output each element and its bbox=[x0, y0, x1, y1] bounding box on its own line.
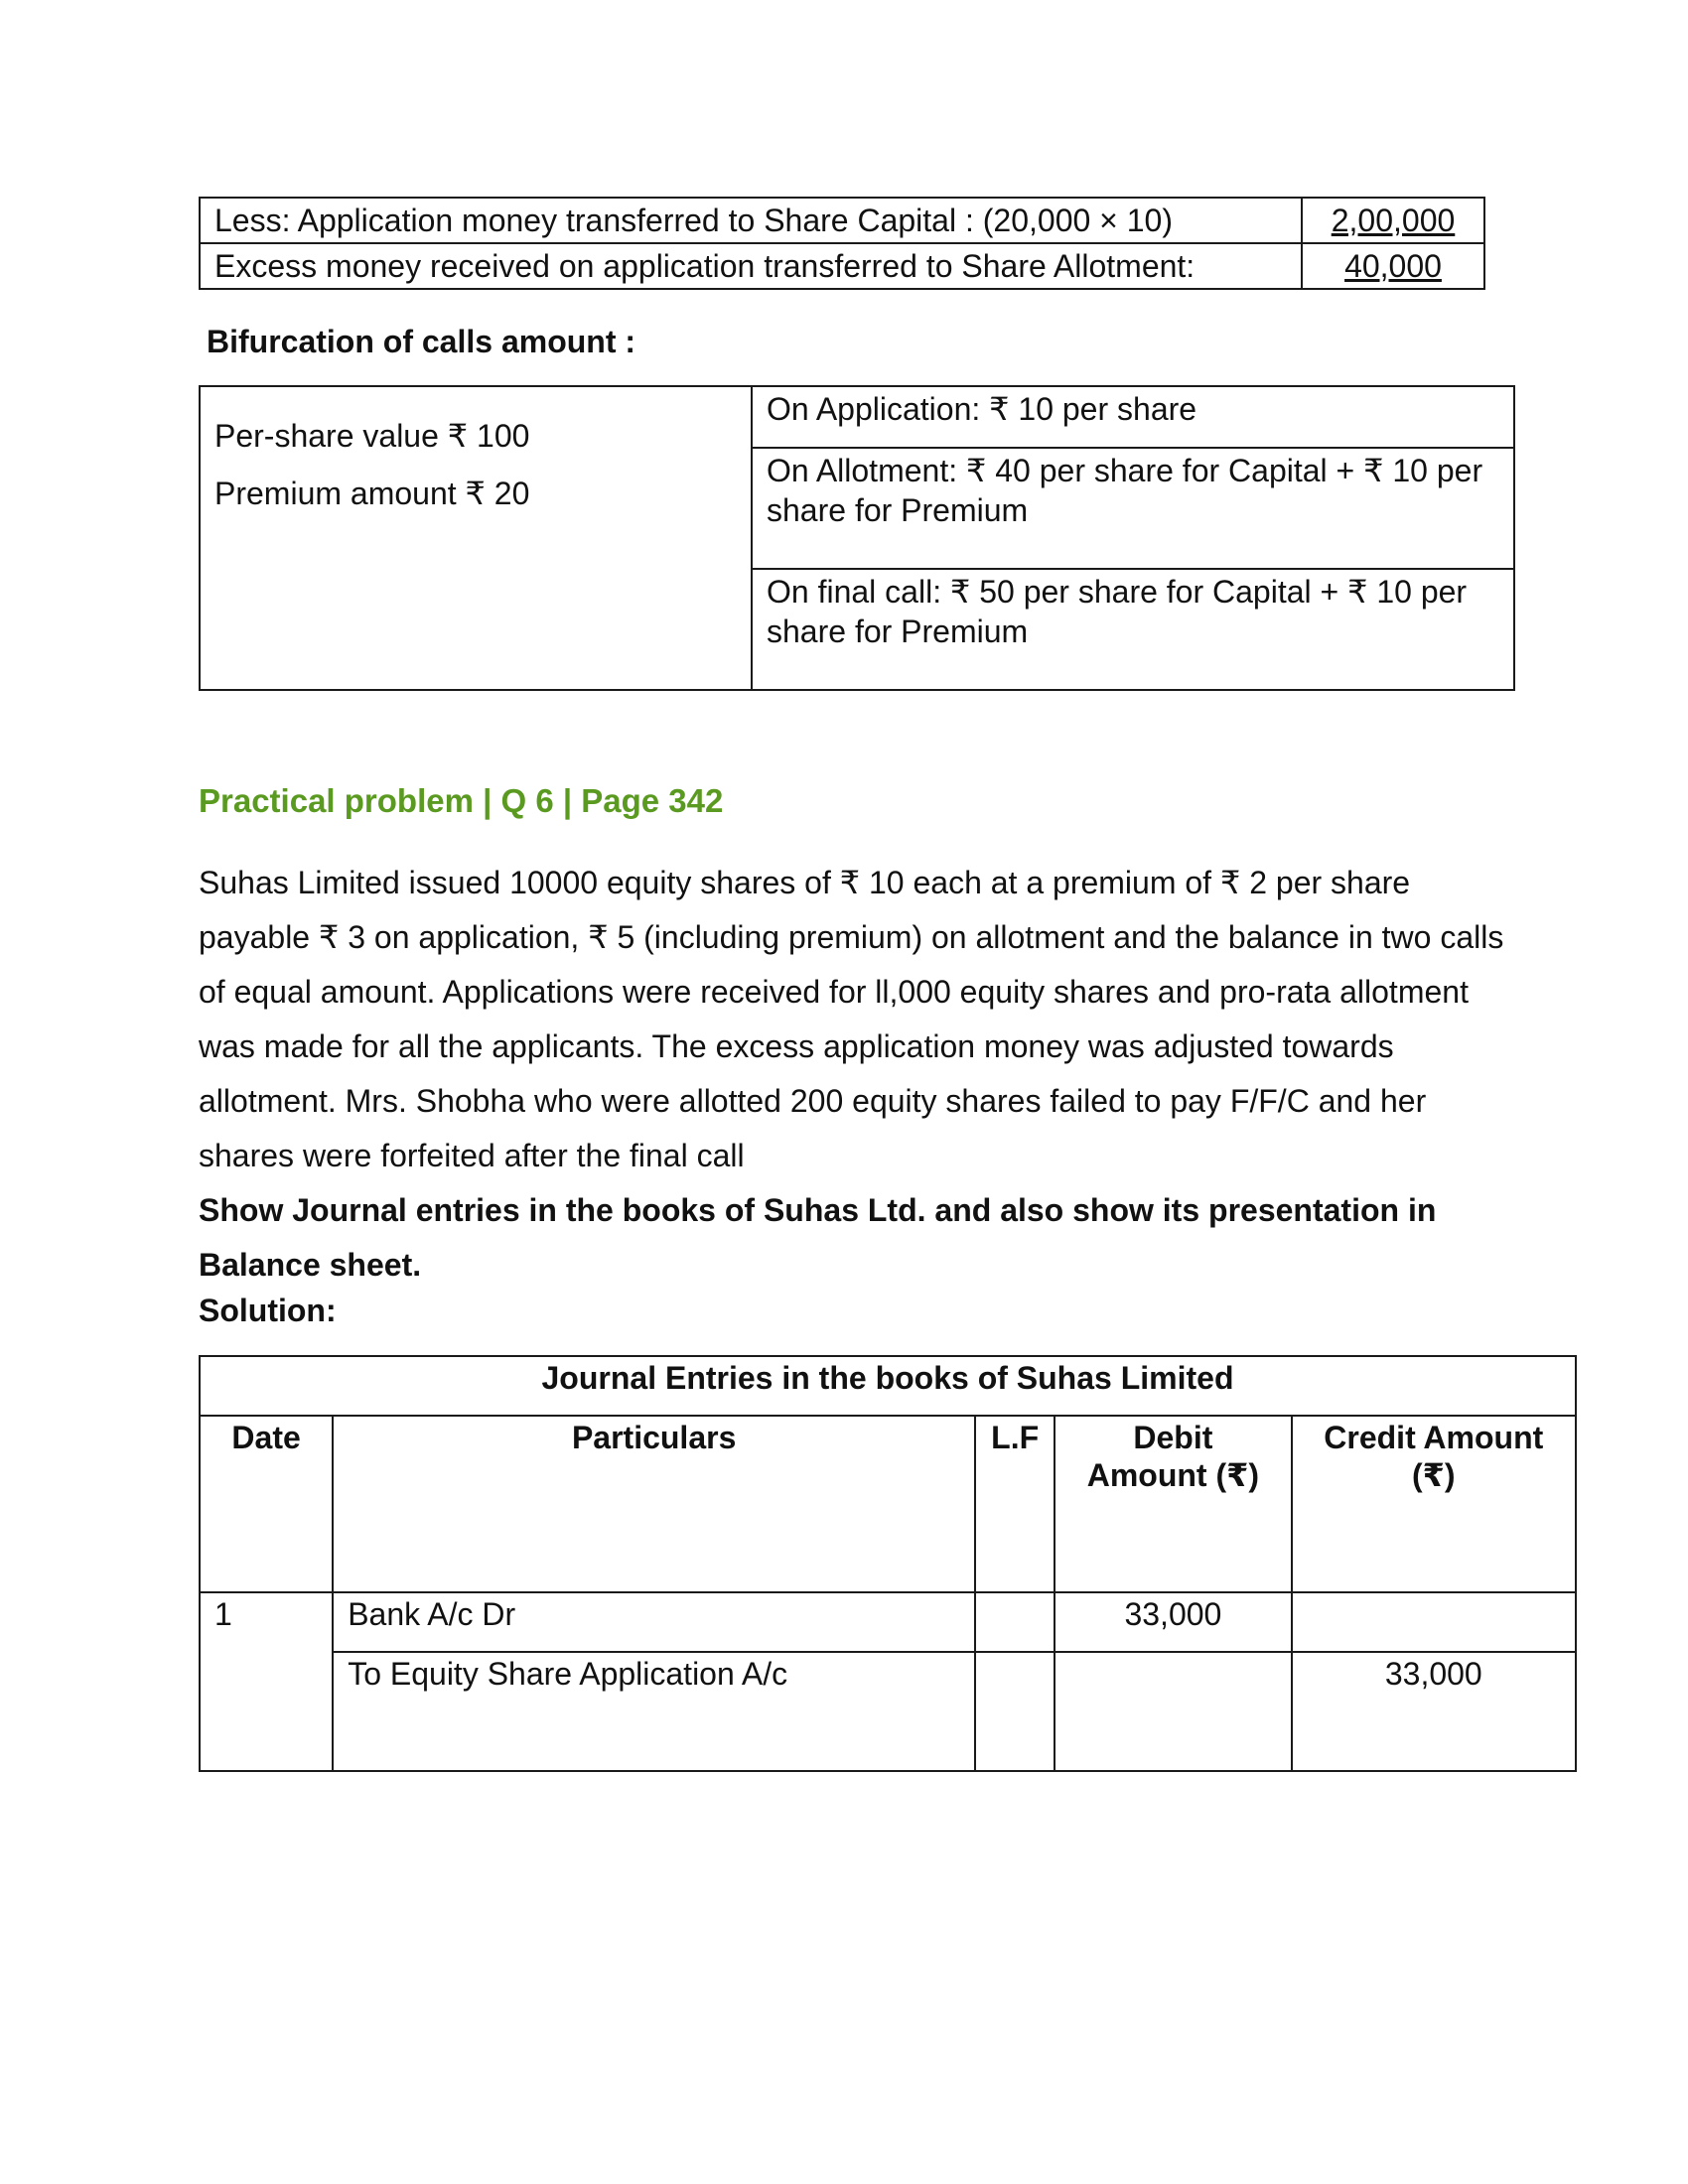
table-row bbox=[200, 386, 1514, 448]
journal-caption: Journal Entries in the books of Suhas Limited bbox=[200, 1356, 1576, 1416]
entry-credit: 33,000 bbox=[1292, 1652, 1576, 1771]
problem-instruction: Show Journal entries in the books of Suhas Ltd. and also show its presentation in Balance sheet. bbox=[199, 1192, 1437, 1283]
table-row bbox=[200, 243, 1484, 289]
entry-debit: 33,000 bbox=[1055, 1592, 1291, 1652]
solution-label: Solution: bbox=[199, 1293, 337, 1328]
call-application: On Application: ₹ 10 per share bbox=[752, 386, 1514, 448]
entry-date: 1 bbox=[200, 1592, 333, 1771]
table-row bbox=[200, 1652, 1576, 1771]
entry-credit bbox=[1292, 1592, 1576, 1652]
header-credit: Credit Amount (₹) bbox=[1292, 1416, 1576, 1592]
per-share-value: Per-share value ₹ 100 bbox=[214, 418, 530, 454]
summary-label: Less: Application money transferred to Share Capital : (20,000 × 10) bbox=[200, 198, 1302, 243]
call-final: On final call: ₹ 50 per share for Capital + ₹ 10 per share for Premium bbox=[752, 569, 1514, 690]
summary-label: Excess money received on application transferred to Share Allotment: bbox=[200, 243, 1302, 289]
share-value-cell bbox=[200, 386, 752, 690]
header-lf: L.F bbox=[975, 1416, 1055, 1592]
summary-amount: 40,000 bbox=[1302, 243, 1484, 289]
problem-title: Practical problem | Q 6 | Page 342 bbox=[199, 782, 724, 819]
table-row bbox=[200, 1592, 1576, 1652]
table-header-row bbox=[200, 1416, 1576, 1592]
entry-lf bbox=[975, 1592, 1055, 1652]
bifurcation-table bbox=[199, 385, 1515, 691]
summary-table bbox=[199, 197, 1485, 290]
call-allotment: On Allotment: ₹ 40 per share for Capital + ₹ 10 per share for Premium bbox=[752, 448, 1514, 569]
entry-particulars: To Equity Share Application A/c bbox=[333, 1652, 975, 1771]
summary-amount: 2,00,000 bbox=[1302, 198, 1484, 243]
table-row bbox=[200, 1356, 1576, 1416]
journal-table bbox=[199, 1355, 1577, 1772]
entry-particulars: Bank A/c Dr bbox=[333, 1592, 975, 1652]
header-debit: Debit Amount (₹) bbox=[1055, 1416, 1291, 1592]
bifurcation-heading: Bifurcation of calls amount : bbox=[207, 324, 636, 359]
entry-debit bbox=[1055, 1652, 1291, 1771]
problem-statement: Suhas Limited issued 10000 equity shares of ₹ 10 each at a premium of ₹ 2 per share payable ₹ 3 on application, ₹ 5 (including premium) on allotment and the balance in two calls of equal amount. Applications were received for ll,000 equity shares and pro-rata allotment was made for all the applicants. The excess application money was adjusted towards allotment. Mrs. Shobha who were allotted 200 equity shares failed to pay F/F/C and her shares were forfeited after the final call bbox=[199, 865, 1504, 1173]
entry-lf bbox=[975, 1652, 1055, 1771]
header-particulars: Particulars bbox=[333, 1416, 975, 1592]
header-date: Date bbox=[200, 1416, 333, 1592]
premium-amount: Premium amount ₹ 20 bbox=[214, 476, 530, 511]
table-row bbox=[200, 198, 1484, 243]
